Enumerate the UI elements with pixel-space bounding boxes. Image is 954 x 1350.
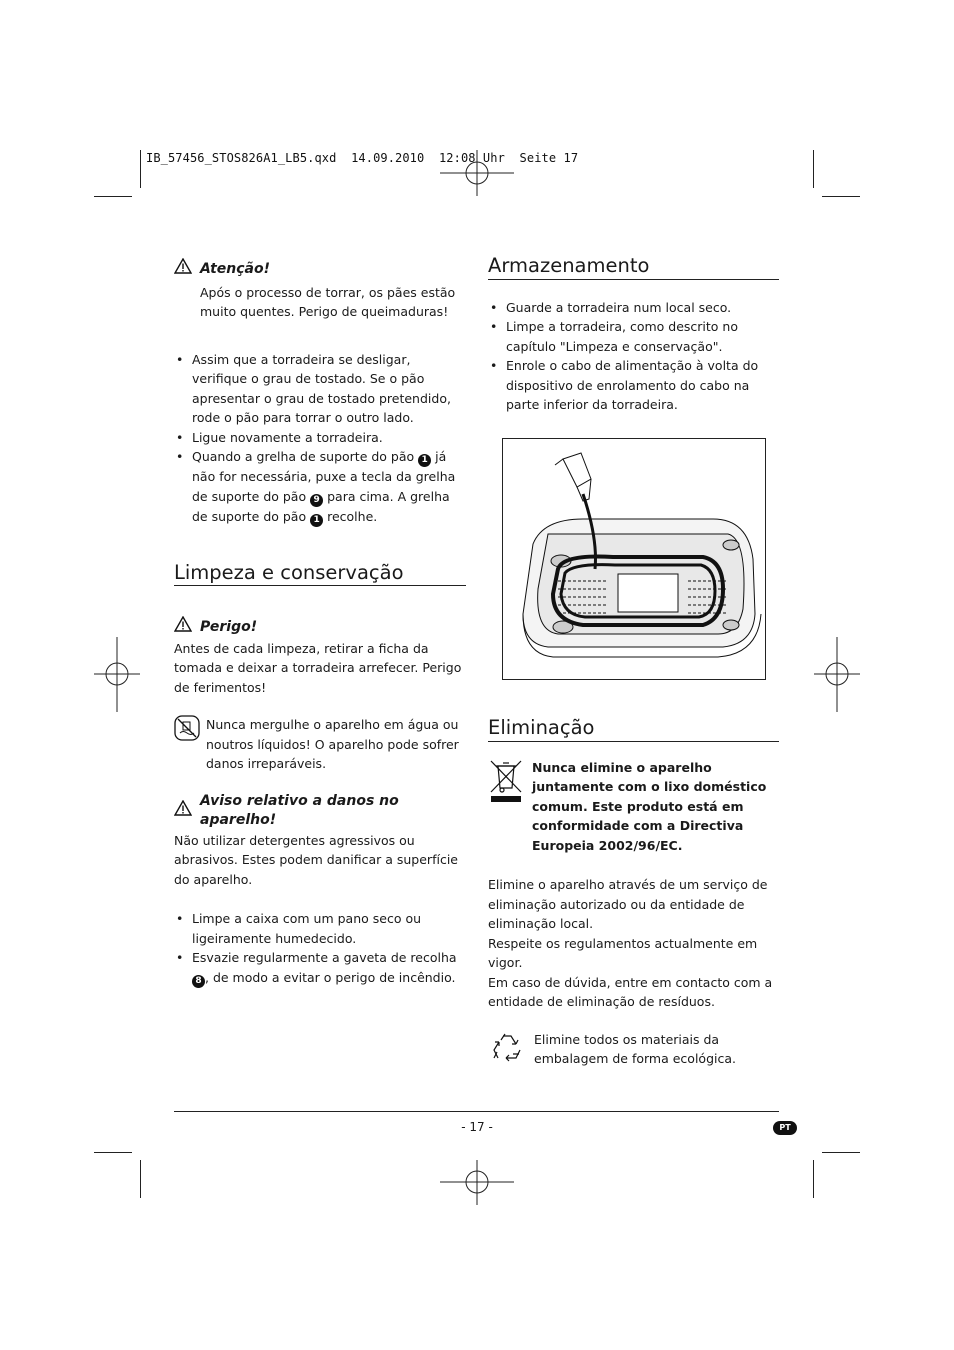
list-item	[174, 447, 466, 527]
part-number-badge: 1	[418, 454, 431, 467]
contact-paragraph: Em caso de dúvida, entre em contacto com a entidade de eliminação de resíduos.	[488, 974, 773, 1009]
weee-notice	[488, 758, 779, 856]
part-number-badge: 8	[192, 975, 205, 988]
warning-triangle-icon	[174, 616, 192, 639]
list-item-text: Quando a grelha de suporte do pão	[192, 449, 415, 464]
limpeza-heading: Limpeza e conservação	[174, 563, 466, 587]
eliminacao-heading: Eliminação	[488, 718, 779, 742]
regulations-paragraph: Respeite os regulamentos actualmente em vigor.	[488, 935, 758, 970]
toaster-underside-figure	[502, 438, 766, 680]
perigo-title: Perigo!	[200, 618, 258, 635]
no-water-immersion-icon	[174, 715, 200, 774]
print-slug: IB_57456_STOS826A1_LB5.qxd 14.09.2010 12:08 Uhr Seite 17	[146, 151, 579, 165]
list-item-text: recolhe.	[327, 508, 378, 524]
warning-triangle-icon	[174, 258, 192, 281]
left-column	[174, 258, 466, 988]
aviso-text: Não utilizar detergentes agressivos ou abrasivos. Estes podem danificar a superfície do aparelho.	[174, 832, 458, 887]
recycle-notice	[488, 1030, 779, 1074]
list-item: • Assim que a torradeira se desligar, verifique o grau de tostado. Se o pão apresentar o grau de tostado pretendido, rode o pão para torrar o outro lado.	[174, 350, 466, 428]
list-item	[174, 948, 466, 988]
atencao-heading	[174, 258, 466, 281]
perigo-heading	[174, 616, 466, 639]
list-item-text: Esvazie regularmente a gaveta de recolha	[192, 950, 457, 965]
disposal-paragraph: Elimine o aparelho através de um serviço de eliminação autorizado ou da entidade de eliminação local.	[488, 877, 768, 931]
recycling-icon	[488, 1030, 526, 1074]
armazenamento-list	[488, 298, 779, 415]
no-water-text: Nunca mergulhe o aparelho em água ou noutros líquidos! O aparelho pode sofrer danos irreparáveis.	[206, 717, 459, 771]
right-column	[488, 256, 779, 415]
no-water-notice	[174, 715, 466, 774]
list-item-text: para cima. A grelha de suporte do pão	[192, 488, 450, 524]
weee-text: Nunca elimine o aparelho juntamente com o lixo doméstico comum. Este produto está em conformidade com a Directiva Europeia 2002/96/EC.	[532, 759, 767, 853]
list-item-text: , de modo a evitar o perigo de incêndio.	[205, 969, 456, 985]
aviso-title: Aviso relativo a danos no aparelho!	[200, 792, 399, 828]
recycle-text: Elimine todos os materiais da embalagem de forma ecológica.	[534, 1031, 736, 1066]
part-number-badge: 1	[310, 514, 323, 527]
armazenamento-heading: Armazenamento	[488, 256, 779, 280]
language-badge: PT	[773, 1121, 797, 1135]
atencao-title: Atenção!	[200, 260, 270, 277]
bullets-list-1	[174, 350, 466, 527]
list-item: • Enrole o cabo de alimentação à volta do dispositivo de enrolamento do cabo na parte inferior da torradeira.	[488, 356, 779, 415]
warning-triangle-icon	[174, 800, 192, 823]
list-item-text: já não for necessária, puxe a tecla da grelha de suporte do pão	[192, 449, 456, 504]
list-item: • Guarde a torradeira num local seco.	[488, 298, 779, 318]
perigo-text: Antes de cada limpeza, retirar a ficha da tomada e deixar a torradeira arrefecer. Perigo de ferimentos!	[174, 640, 462, 695]
part-number-badge: 9	[310, 494, 323, 507]
footer-rule	[174, 1111, 779, 1112]
aviso-heading	[174, 792, 466, 831]
atencao-text: Após o processo de torrar, os pães estão muito quentes. Perigo de queimaduras!	[200, 284, 456, 319]
page-number: - 17 -	[461, 1120, 493, 1134]
bullets-list-2	[174, 909, 466, 988]
list-item: • Limpe a caixa com um pano seco ou ligeiramente humedecido.	[174, 909, 466, 948]
eliminacao-section	[488, 718, 779, 1073]
list-item: • Limpe a torradeira, como descrito no capítulo "Limpeza e conservação".	[488, 317, 779, 356]
toaster-underside-cable-wrap-illustration	[503, 439, 765, 679]
list-item: • Ligue novamente a torradeira.	[174, 428, 466, 448]
crossed-out-wheelie-bin-icon	[488, 758, 524, 856]
